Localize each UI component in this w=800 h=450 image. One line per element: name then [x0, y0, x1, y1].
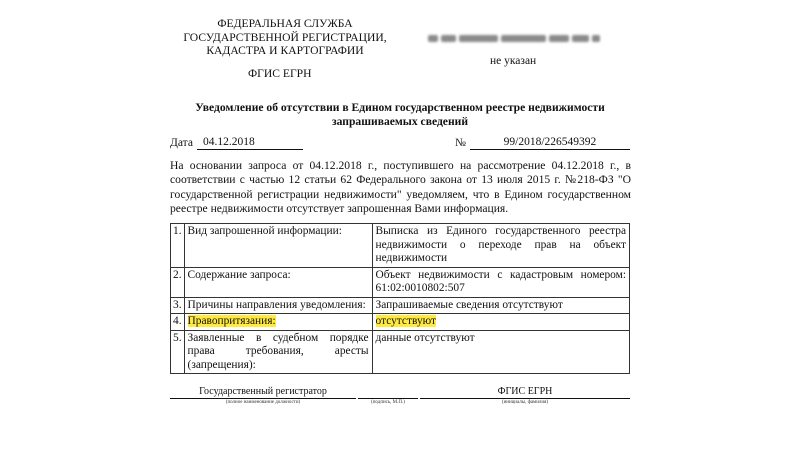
system-name: ФГИС ЕГРН: [248, 67, 312, 80]
table-row: [171, 330, 630, 374]
registrar-caption: (полное наименование должности): [225, 400, 301, 405]
registrar-title: Государственный регистратор: [170, 386, 356, 399]
system-signature-block: [420, 386, 630, 405]
organization-name: [180, 17, 390, 58]
row-question: Заявленные в судебном порядке права требования, аресты (запрещения):: [184, 330, 372, 374]
highlighted-question: Правопритязания:: [187, 315, 276, 327]
number-label: №: [455, 137, 466, 149]
title-line-1: Уведомление об отсутствии в Едином государственном реестре недвижимости: [195, 101, 605, 114]
org-line: ГОСУДАРСТВЕННОЙ РЕГИСТРАЦИИ,: [183, 30, 387, 44]
row-question: Вид запрошенной информации:: [184, 224, 372, 268]
org-line: КАДАСТРА И КАРТОГРАФИИ: [206, 44, 364, 57]
org-line: ФЕДЕРАЛЬНАЯ СЛУЖБА: [217, 17, 353, 30]
notice-paragraph: На основании запроса от 04.12.2018 г., поступившего на рассмотрение 04.12.2018 г., в соответствии с частью 12 статьи 62 Федерального закона от 13 июля 2015 г. №218-ФЗ "О государственной регистрации недвижимости" уведомляем, что в Едином государственном реестре недвижимости отсутствует запрошенная Вами информация.: [170, 159, 631, 216]
row-number: 2.: [171, 267, 185, 297]
system-signature: ФГИС ЕГРН: [420, 386, 630, 399]
table-row: [171, 314, 630, 331]
row-answer: [372, 314, 629, 331]
row-question: Содержание запроса:: [184, 267, 372, 297]
recipient-value: не указан: [490, 55, 537, 67]
table-row: [171, 224, 630, 268]
date-value: 04.12.2018: [197, 136, 303, 150]
document-number: 99/2018/226549392: [470, 136, 630, 150]
row-answer: Запрашиваемые сведения отсутствуют: [372, 297, 629, 314]
highlighted-answer: отсутствуют: [375, 315, 436, 327]
signature-line: [358, 386, 418, 399]
table-row: [171, 267, 630, 297]
row-number: 3.: [171, 297, 185, 314]
signature-block: [358, 386, 418, 405]
signature-caption: (подпись, М.П.): [371, 400, 405, 405]
row-answer: Выписка из Единого государственного реестра недвижимости о переходе прав на объект недвижимости: [372, 224, 629, 268]
registrar-signature-block: [170, 386, 356, 405]
row-number: 5.: [171, 330, 185, 374]
row-number: 4.: [171, 314, 185, 331]
system-caption: (инициалы, фамилия): [501, 400, 549, 405]
redacted-recipient: [428, 32, 600, 44]
row-question: [184, 314, 372, 331]
row-number: 1.: [171, 224, 185, 268]
document-title: [160, 101, 640, 129]
row-answer: данные отсутствуют: [372, 330, 629, 374]
row-answer: Объект недвижимости с кадастровым номером: 61:02:0010802:507: [372, 267, 629, 297]
table-row: [171, 297, 630, 314]
row-question: Причины направления уведомления:: [184, 297, 372, 314]
date-label: Дата: [170, 137, 193, 149]
info-table: [170, 223, 630, 374]
title-line-2: запрашиваемых сведений: [332, 115, 468, 128]
